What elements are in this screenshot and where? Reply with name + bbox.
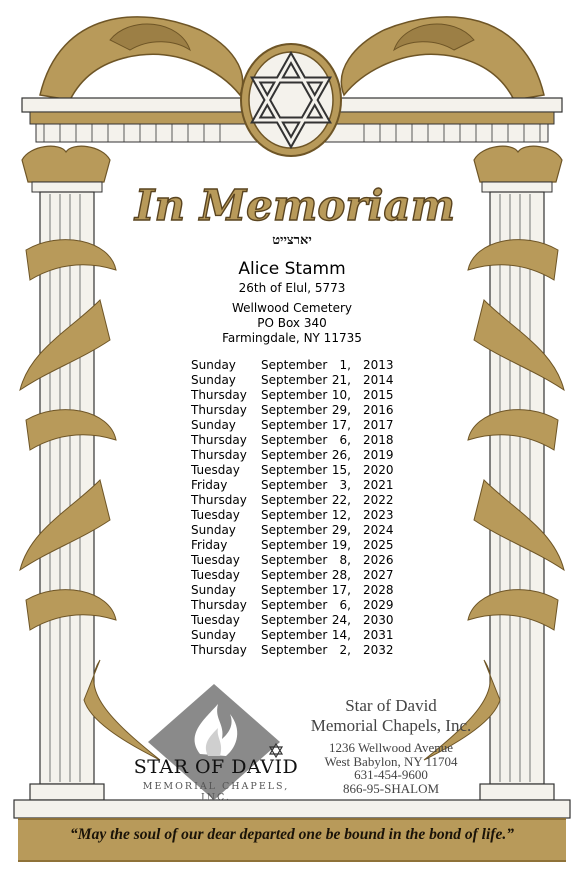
date-row [191,493,411,508]
date-number: 12, [331,508,351,522]
date-month: September [261,583,328,597]
date-row [191,643,411,658]
date-number: 17, [331,583,351,597]
date-month: September [261,493,328,507]
date-month: September [261,598,328,612]
date-month: September [261,448,328,462]
date-row [191,598,411,613]
date-year: 2029 [363,598,394,612]
date-month: September [261,403,328,417]
date-day: Tuesday [191,568,240,582]
deceased-name: Alice Stamm [238,259,346,279]
column-base-right [480,784,554,800]
cemetery-po-box: PO Box 340 [257,316,327,330]
date-year: 2030 [363,613,394,627]
date-number: 2, [339,643,351,657]
date-day: Sunday [191,583,236,597]
date-row [191,583,411,598]
date-year: 2024 [363,523,394,537]
date-year: 2019 [363,448,394,462]
date-row [191,418,411,433]
date-day: Sunday [191,628,236,642]
yahrzeit-dates-list [191,358,411,658]
date-number: 15, [331,463,351,477]
date-row [191,478,411,493]
capital-right [474,146,562,182]
date-number: 6, [339,433,351,447]
date-row [191,373,411,388]
date-month: September [261,478,328,492]
date-row [191,628,411,643]
date-month: September [261,373,328,387]
cemetery-name: Wellwood Cemetery [231,301,353,315]
capital-left [22,146,110,182]
date-number: 6, [339,598,351,612]
date-year: 2021 [363,478,394,492]
date-day: Tuesday [191,508,240,522]
date-year: 2025 [363,538,394,552]
date-number: 8, [339,553,351,567]
date-year: 2020 [363,463,394,477]
date-day: Thursday [191,388,247,402]
date-month: September [261,568,328,582]
date-day: Tuesday [191,553,240,567]
date-row [191,388,411,403]
date-row [191,613,411,628]
date-day: Tuesday [191,613,240,627]
date-month: September [261,358,328,372]
logo-subtitle: MEMORIAL CHAPELS, INC. [142,781,290,803]
date-number: 22, [331,493,351,507]
date-day: Thursday [191,433,247,447]
date-year: 2026 [363,553,394,567]
date-number: 10, [331,388,351,402]
chapel-city: West Babylon, NY 11704 [324,754,458,769]
hebrew-date: 26th of Elul, 5773 [238,281,346,295]
chapel-name-line2: Memorial Chapels, Inc. [310,716,472,735]
date-month: September [261,508,328,522]
date-year: 2015 [363,388,394,402]
date-month: September [261,388,328,402]
date-month: September [261,463,328,477]
date-year: 2018 [363,433,394,447]
date-year: 2031 [363,628,394,642]
date-day: Thursday [191,643,247,657]
date-year: 2023 [363,508,394,522]
date-year: 2016 [363,403,394,417]
date-number: 3, [339,478,351,492]
date-row [191,403,411,418]
cemetery-city: Farmingdale, NY 11735 [222,331,362,345]
chapel-name-line1: Star of David [345,696,437,715]
date-row [191,358,411,373]
date-number: 29, [331,523,351,537]
date-day: Sunday [191,373,236,387]
date-year: 2028 [363,583,394,597]
date-row [191,568,411,583]
date-number: 1, [339,358,351,372]
date-year: 2014 [363,373,394,387]
date-day: Thursday [191,448,247,462]
date-day: Sunday [191,523,236,537]
date-row [191,553,411,568]
yahrzeit-hebrew-heading: יארצייט [272,233,312,248]
date-month: September [261,553,328,567]
date-year: 2032 [363,643,394,657]
date-day: Friday [191,478,228,492]
date-month: September [261,433,328,447]
date-year: 2027 [363,568,394,582]
chapel-phone-alt: 866-95-SHALOM [342,781,440,796]
date-row [191,538,411,553]
date-month: September [261,628,328,642]
logo-name: STAR OF DAVID [133,756,299,778]
date-month: September [261,538,328,552]
date-number: 19, [331,538,351,552]
date-day: Thursday [191,403,247,417]
date-row [191,433,411,448]
date-year: 2017 [363,418,394,432]
date-month: September [261,613,328,627]
star-of-david-icon [236,40,346,160]
date-row [191,463,411,478]
svg-text:In Memoriam: In Memoriam [134,181,456,230]
date-day: Thursday [191,493,247,507]
date-row [191,448,411,463]
date-number: 17, [331,418,351,432]
date-month: September [261,418,328,432]
date-number: 24, [331,613,351,627]
date-day: Sunday [191,358,236,372]
date-number: 28, [331,568,351,582]
chapel-street: 1236 Wellwood Avenue [328,740,454,755]
date-month: September [261,643,328,657]
date-row [191,523,411,538]
date-year: 2013 [363,358,394,372]
column-base-left [30,784,104,800]
date-row [191,508,411,523]
date-day: Friday [191,538,228,552]
date-day: Sunday [191,418,236,432]
date-year: 2022 [363,493,394,507]
date-day: Tuesday [191,463,240,477]
chapel-phone: 631-454-9600 [354,767,428,782]
date-number: 26, [331,448,351,462]
date-number: 21, [331,373,351,387]
date-month: September [261,523,328,537]
date-number: 29, [331,403,351,417]
date-number: 14, [331,628,351,642]
memorial-motto: “May the soul of our dear departed one be bound in the bond of life.” [70,826,514,843]
date-day: Thursday [191,598,247,612]
